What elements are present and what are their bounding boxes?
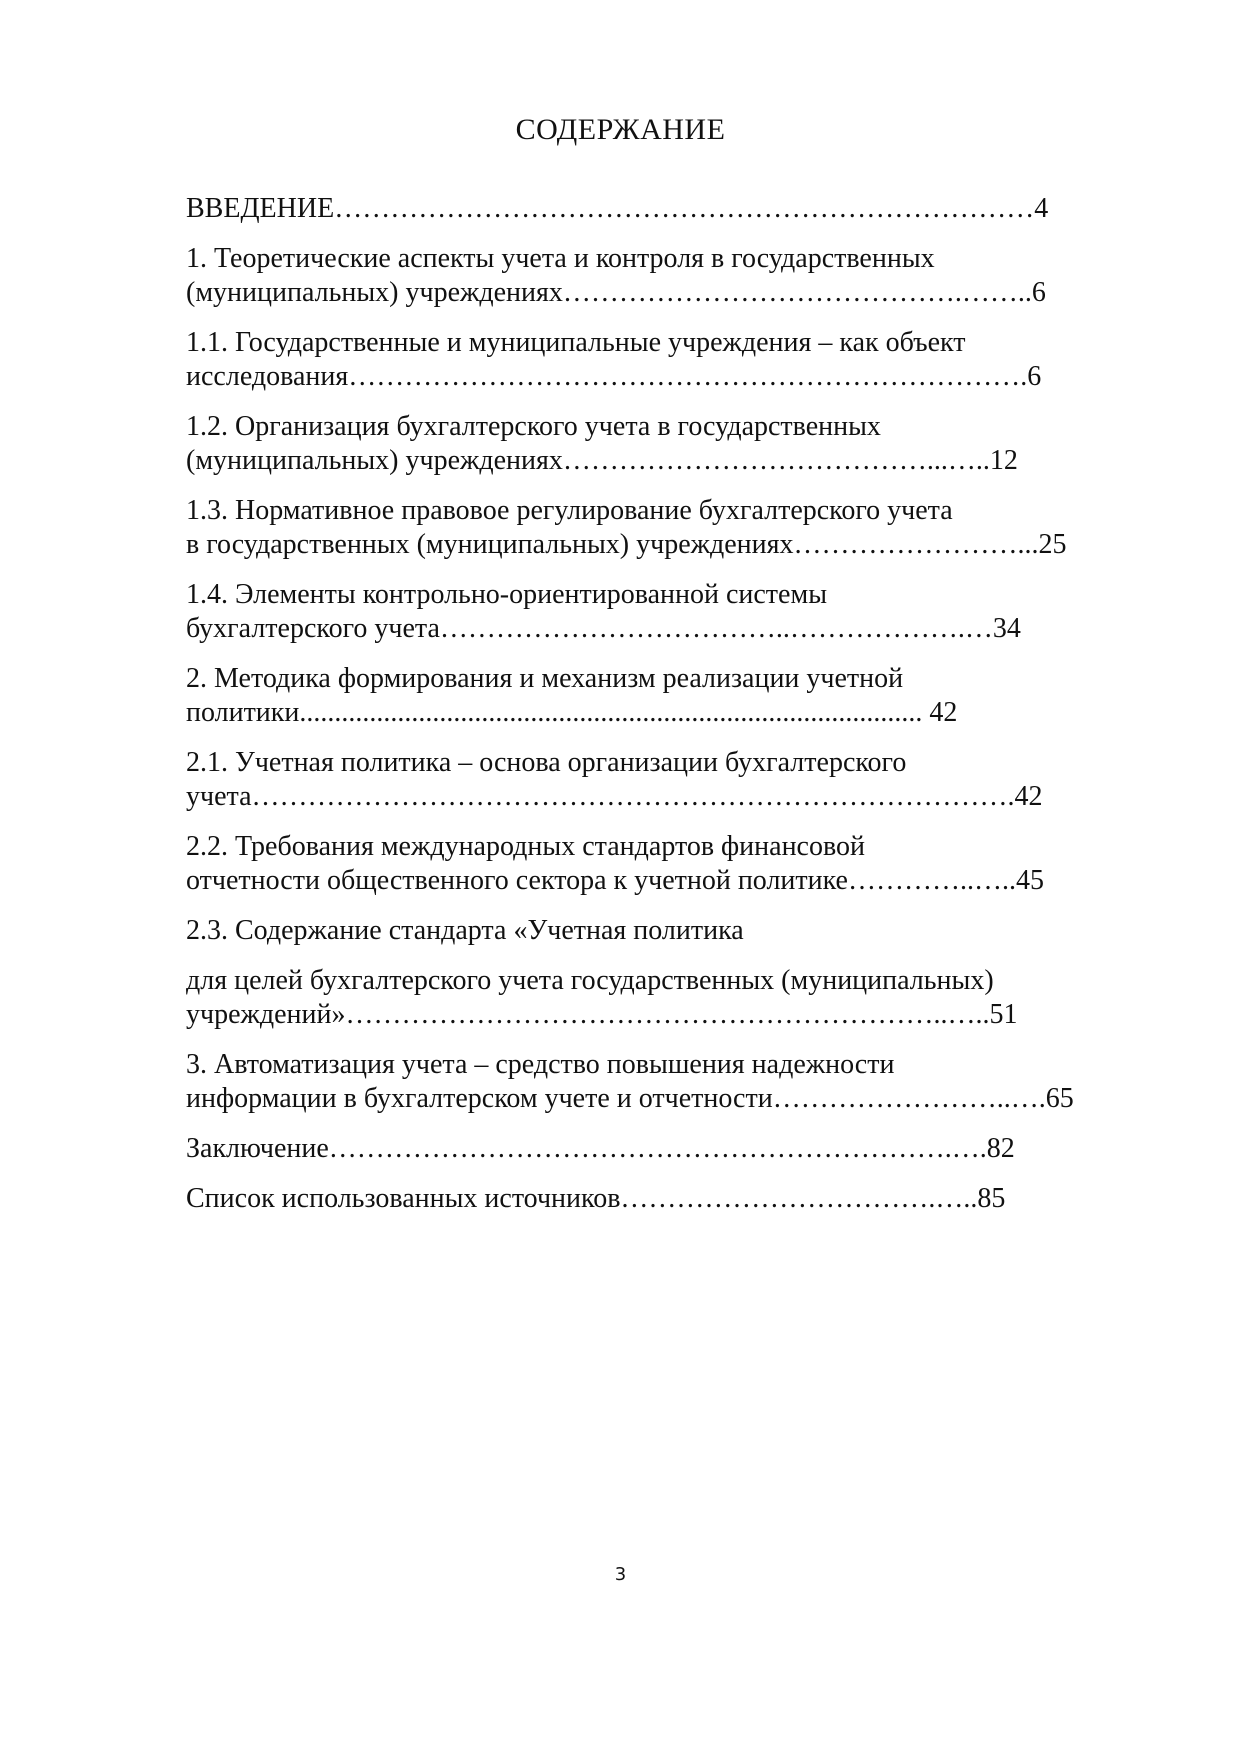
toc-entry-section-2[interactable] bbox=[186, 662, 1146, 730]
toc-entry-section-1[interactable] bbox=[186, 242, 1146, 310]
toc-entry-introduction[interactable] bbox=[186, 192, 1146, 226]
toc-line: информации в бухгалтерском учете и отчетности……………………..….65 bbox=[186, 1083, 1074, 1114]
toc-line: 3. Автоматизация учета – средство повышения надежности bbox=[186, 1049, 895, 1080]
toc-entry-section-2-2[interactable] bbox=[186, 830, 1146, 898]
toc-line: 1. Теоретические аспекты учета и контроля в государственных bbox=[186, 243, 935, 274]
toc-line: 2. Методика формирования и механизм реализации учетной bbox=[186, 663, 904, 694]
toc-line: Список использованных источников…………………………….…..85 bbox=[186, 1183, 1006, 1214]
toc-entry-references[interactable] bbox=[186, 1182, 1146, 1216]
toc-entry-section-2-1[interactable] bbox=[186, 746, 1146, 814]
toc-line: ВВЕДЕНИЕ…………………………………………………………………4 bbox=[186, 193, 1049, 224]
toc-entry-section-1-3[interactable] bbox=[186, 494, 1146, 562]
toc-line: (муниципальных) учреждениях…………………………………...…..12 bbox=[186, 445, 1018, 476]
toc-line: 2.3. Содержание стандарта «Учетная политика bbox=[186, 915, 744, 946]
toc-line: 1.3. Нормативное правовое регулирование бухгалтерского учета bbox=[186, 495, 953, 526]
toc-line: учреждений»………………………………………………………..…..51 bbox=[186, 999, 1018, 1030]
toc-line: политики......................................................................................... 42 bbox=[186, 697, 958, 728]
toc-line: 1.2. Организация бухгалтерского учета в государственных bbox=[186, 411, 881, 442]
toc-line: (муниципальных) учреждениях…………………………………….……..6 bbox=[186, 277, 1046, 308]
toc-line: исследования……………………………………………………………….6 bbox=[186, 361, 1042, 392]
toc-entry-section-2-3-continued[interactable] bbox=[186, 964, 1146, 1032]
toc-entry-section-3[interactable] bbox=[186, 1048, 1146, 1116]
toc-line: 1.1. Государственные и муниципальные учреждения – как объект bbox=[186, 327, 966, 358]
toc-line: в государственных (муниципальных) учреждениях……………………...25 bbox=[186, 529, 1067, 560]
page-number: 3 bbox=[614, 1564, 627, 1585]
toc-entry-section-2-3[interactable] bbox=[186, 914, 1146, 948]
toc-line: 2.1. Учетная политика – основа организации бухгалтерского bbox=[186, 747, 907, 778]
toc-line: 2.2. Требования международных стандартов финансовой bbox=[186, 831, 865, 862]
toc-line: отчетности общественного сектора к учетной политике…………..…..45 bbox=[186, 865, 1044, 896]
toc-line: 1.4. Элементы контрольно-ориентированной системы bbox=[186, 579, 828, 610]
toc-entry-section-1-2[interactable] bbox=[186, 410, 1146, 478]
toc-title: СОДЕРЖАНИЕ bbox=[515, 113, 726, 146]
toc-entry-section-1-1[interactable] bbox=[186, 326, 1146, 394]
toc-line: бухгалтерского учета………………………………..……………….…34 bbox=[186, 613, 1021, 644]
toc-entry-conclusion[interactable] bbox=[186, 1132, 1146, 1166]
toc-entry-section-1-4[interactable] bbox=[186, 578, 1146, 646]
toc-line: учета……………………………………………………………………….42 bbox=[186, 781, 1043, 812]
table-of-contents bbox=[186, 192, 1146, 1232]
toc-line: Заключение………………………………………………………….….82 bbox=[186, 1133, 1015, 1164]
toc-line: для целей бухгалтерского учета государственных (муниципальных) bbox=[186, 965, 994, 996]
